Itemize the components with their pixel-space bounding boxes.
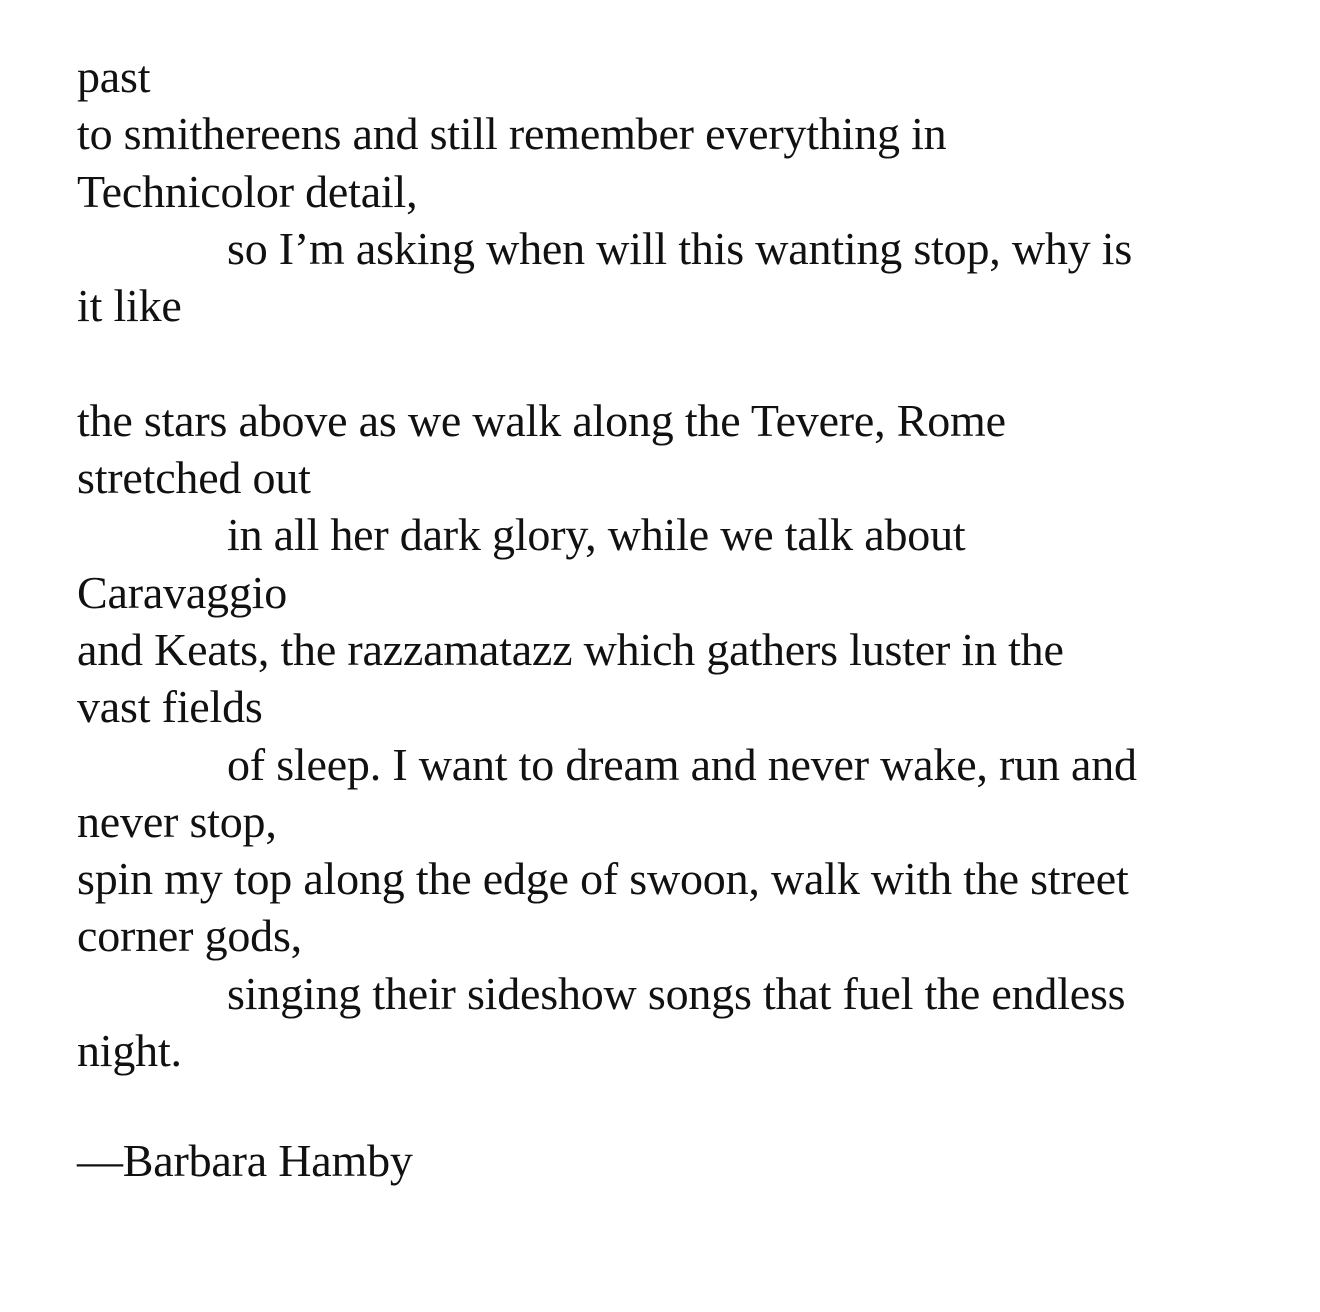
poem-line: Technicolor detail, xyxy=(77,165,418,217)
poem-line: vast fields xyxy=(77,681,263,733)
stanza-break xyxy=(77,334,1277,391)
poem-line: night. xyxy=(77,1025,182,1077)
poem-line: never stop, xyxy=(77,795,277,847)
author-attribution: —Barbara Hamby xyxy=(77,1135,413,1186)
poem-line-indented: of sleep. I want to dream and never wake, run and xyxy=(227,738,1137,790)
poem-text xyxy=(77,48,1277,1079)
poem-line-indented: in all her dark glory, while we talk about xyxy=(227,509,966,561)
poem-line: corner gods, xyxy=(77,910,302,962)
poem-line: it like xyxy=(77,280,182,332)
poem-line: to smithereens and still remember everything in xyxy=(77,108,947,160)
poem-line-indented: singing their sideshow songs that fuel the endless xyxy=(227,967,1126,1019)
poem-line: and Keats, the razzamatazz which gathers luster in the xyxy=(77,623,1064,675)
poem-line: spin my top along the edge of swoon, walk with the street xyxy=(77,853,1129,905)
poem-line: Caravaggio xyxy=(77,566,288,618)
poem-line: the stars above as we walk along the Tevere, Rome xyxy=(77,394,1006,446)
poem-line: past xyxy=(77,51,151,102)
poem-line-indented: so I’m asking when will this wanting stop, why is xyxy=(227,222,1133,274)
poem-line: stretched out xyxy=(77,452,311,504)
